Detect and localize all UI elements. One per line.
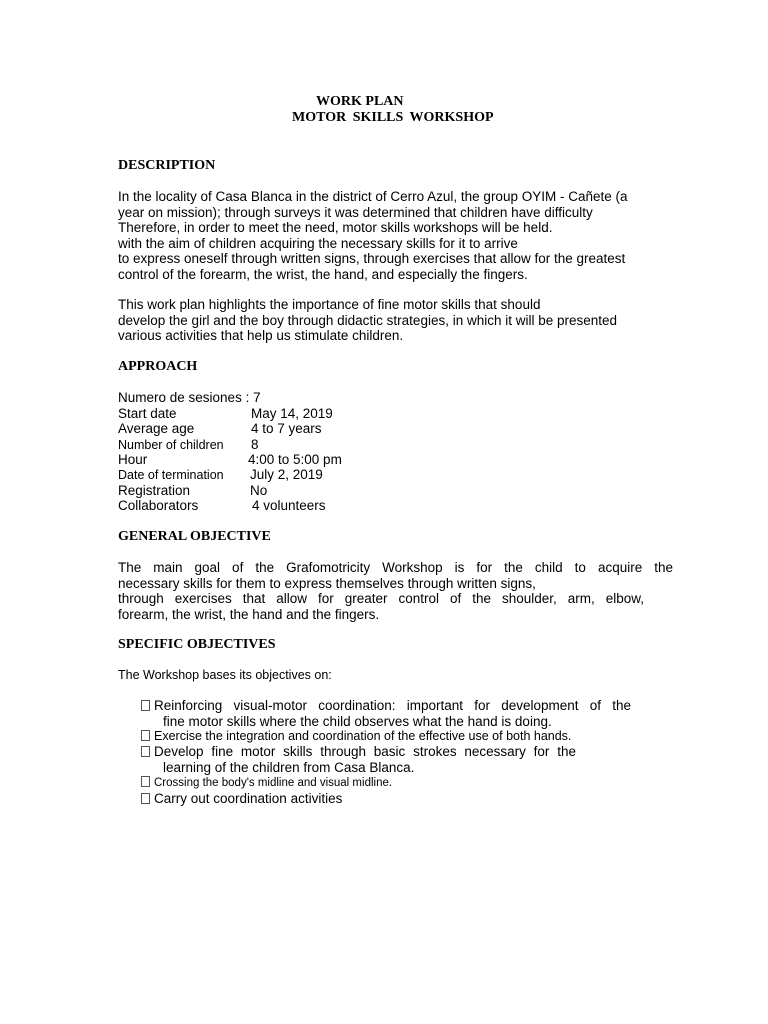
text-line: to express oneself through written signs, through exercises that allow for the greatest — [118, 251, 626, 266]
text-line: The main goal of the Grafomotricity Workshop is for the child to acquire the — [118, 560, 673, 575]
text-line: various activities that help us stimulate children. — [118, 328, 404, 343]
approach-label: Average age — [118, 421, 195, 436]
approach-row-children — [118, 437, 259, 453]
approach-row-start-date — [118, 406, 333, 422]
approach-value: 8 — [251, 437, 259, 452]
approach-label: Registration — [118, 483, 191, 498]
approach-row-sessions — [118, 390, 261, 406]
approach-label: Numero de sesiones : 7 — [118, 390, 261, 405]
approach-value: July 2, 2019 — [250, 467, 323, 482]
text-line: through exercises that allow for greater control of the shoulder, arm, elbow, — [118, 591, 644, 606]
objective-line: Carry out coordination activities — [141, 791, 631, 807]
approach-value: No — [250, 483, 268, 498]
text-line: year on mission); through surveys it was determined that children have difficulty — [118, 204, 593, 220]
approach-label: Number of children — [118, 438, 224, 452]
objective-item — [141, 791, 631, 807]
missing-glyph-box-icon — [141, 793, 150, 804]
description-heading: DESCRIPTION — [118, 158, 216, 173]
text-line: This work plan highlights the importance of fine motor skills that should — [118, 297, 541, 312]
text-line: forearm, the wrist, the hand and the fingers. — [118, 606, 380, 622]
specific-objectives-intro: The Workshop bases its objectives on: — [118, 668, 332, 682]
approach-label: Hour — [118, 452, 148, 467]
approach-value: 4 volunteers — [252, 498, 326, 513]
approach-label: Collaborators — [118, 498, 199, 513]
approach-value: May 14, 2019 — [251, 406, 333, 421]
description-paragraph-2 — [118, 297, 673, 344]
approach-label: Date of termination — [118, 468, 224, 482]
missing-glyph-box-icon — [141, 746, 150, 757]
general-objective-heading: GENERAL OBJECTIVE — [118, 529, 271, 544]
document-subtitle: MOTOR SKILLS WORKSHOP — [292, 110, 494, 125]
objective-item — [141, 729, 631, 745]
approach-row-termination — [118, 467, 323, 483]
approach-row-average-age — [118, 421, 322, 437]
general-objective-paragraph — [118, 560, 673, 622]
objective-line: Exercise the integration and coordination of the effective use of both hands. — [141, 729, 631, 745]
objective-line: Reinforcing visual-motor coordination: important for development of the — [141, 698, 631, 714]
objective-line-continued: learning of the children from Casa Blanca. — [163, 759, 415, 775]
objective-line: Crossing the body's midline and visual midline. — [141, 776, 631, 792]
missing-glyph-box-icon — [141, 776, 150, 787]
text-line: control of the forearm, the wrist, the hand, and especially the fingers. — [118, 266, 528, 282]
missing-glyph-box-icon — [141, 700, 150, 711]
approach-label: Start date — [118, 406, 177, 421]
document-title: WORK PLAN — [316, 94, 404, 109]
objective-item — [141, 744, 576, 775]
approach-row-registration — [118, 483, 268, 499]
objective-line: Develop fine motor skills through basic strokes necessary for the — [141, 744, 576, 760]
approach-value: 4 to 7 years — [251, 421, 322, 436]
approach-value: 4:00 to 5:00 pm — [248, 452, 342, 467]
specific-objectives-heading: SPECIFIC OBJECTIVES — [118, 637, 276, 652]
missing-glyph-box-icon — [141, 730, 150, 741]
description-paragraph-1 — [118, 189, 673, 282]
text-line: develop the girl and the boy through didactic strategies, in which it will be presented — [118, 312, 618, 328]
text-line: necessary skills for them to express themselves through written signs, — [118, 575, 536, 591]
objective-item — [141, 776, 631, 792]
approach-row-hour — [118, 452, 342, 468]
approach-heading: APPROACH — [118, 359, 198, 374]
text-line: with the aim of children acquiring the necessary skills for it to arrive — [118, 235, 518, 251]
objective-item — [141, 698, 631, 729]
text-line: Therefore, in order to meet the need, motor skills workshops will be held. — [118, 220, 553, 235]
approach-row-collaborators — [118, 498, 326, 514]
objective-line-continued: fine motor skills where the child observes what the hand is doing. — [163, 713, 552, 729]
text-line: In the locality of Casa Blanca in the district of Cerro Azul, the group OYIM - Cañete (a — [118, 189, 628, 204]
